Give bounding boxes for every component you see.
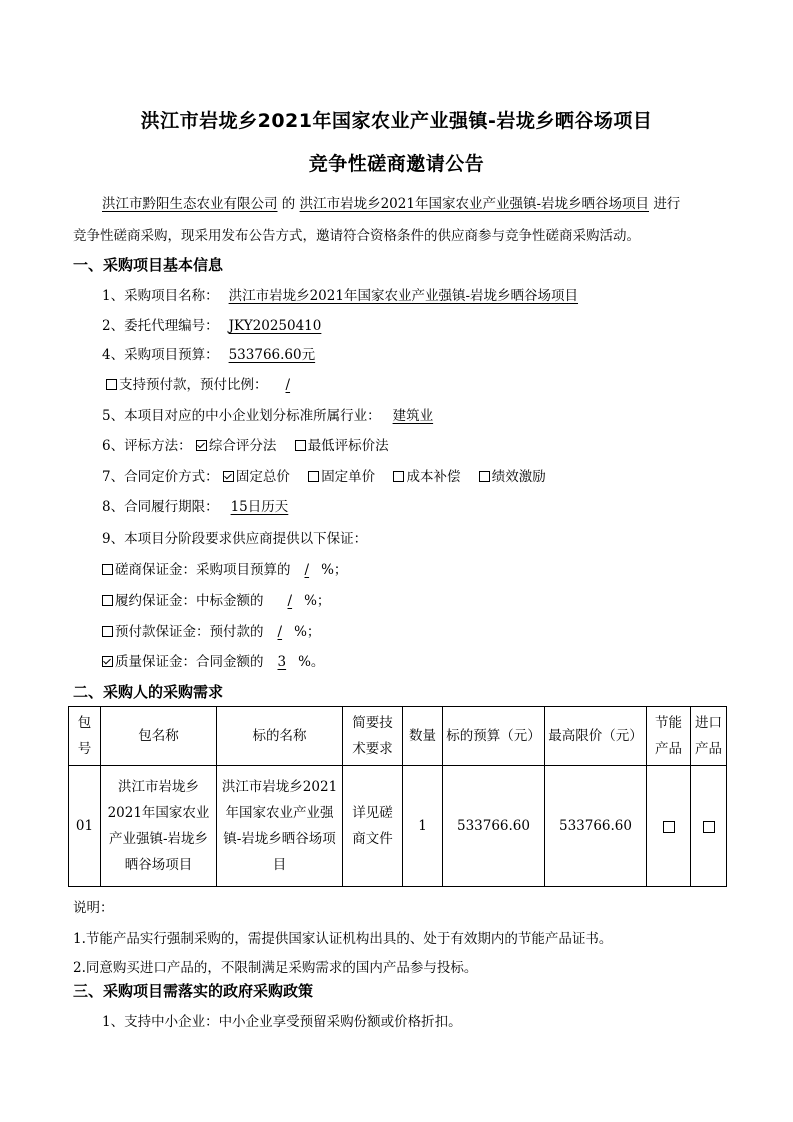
col-header-pkg-no: 包号 — [69, 707, 101, 766]
cost-reimburse-label: 成本补偿 — [406, 469, 461, 485]
cell-energy-saving — [647, 766, 691, 887]
item-1-label: 1、采购项目名称： — [102, 288, 219, 304]
cell-max-price: 533766.60 — [545, 766, 647, 887]
item-1-value: 洪江市岩垅乡2021年国家农业产业强镇-岩垅乡晒谷场项目 — [228, 288, 579, 304]
prepayment-guarantee-label: 预付款保证金：预付款的 — [115, 624, 264, 640]
item-7-label: 7、合同定价方式： — [102, 469, 219, 485]
intro-line-2: 竞争性磋商采购，现采用发布公告方式，邀请符合资格条件的供应商参与竞争性磋商采购活动。 — [73, 228, 640, 244]
bid-guarantee-checkbox[interactable] — [102, 564, 113, 575]
prepay-option — [106, 375, 304, 395]
fixed-unit-checkbox[interactable] — [308, 471, 319, 482]
item-2 — [102, 316, 325, 336]
item-9: 9、本项目分阶段要求供应商提供以下保证： — [102, 531, 368, 547]
item-8 — [102, 497, 298, 517]
prepayment-guarantee-value: / — [277, 624, 283, 640]
cell-budget: 533766.60 — [443, 766, 545, 887]
guarantee-quality — [102, 652, 324, 672]
section-3-heading: 三、采购项目需落实的政府采购政策 — [73, 982, 314, 1000]
intro-jinxing: 进行 — [653, 196, 681, 212]
intro-line-1 — [102, 194, 680, 214]
item-6-label: 6、评标方法： — [102, 438, 192, 454]
item-6 — [102, 436, 389, 456]
item-2-value: JKY20250410 — [228, 318, 322, 334]
prepay-value: / — [285, 377, 291, 393]
item-8-value: 15日历天 — [230, 499, 289, 515]
eval-comprehensive-checkbox[interactable] — [196, 440, 207, 451]
purchaser-name: 洪江市黔阳生态农业有限公司 — [102, 196, 278, 212]
item-5-label: 5、本项目对应的中小企业划分标准所属行业： — [102, 408, 381, 424]
quality-guarantee-checkbox[interactable] — [102, 656, 113, 667]
performance-guarantee-label: 履约保证金：中标金额的 — [115, 593, 264, 609]
section-2-heading: 二、采购人的采购需求 — [73, 683, 224, 701]
eval-lowest-price-label: 最低评标价法 — [307, 438, 389, 454]
performance-incentive-checkbox[interactable] — [479, 471, 490, 482]
bid-guarantee-value: / — [304, 562, 310, 578]
cell-item-name: 洪江市岩垅乡2021年国家农业产业强镇-岩垅乡晒谷场项目 — [217, 766, 343, 887]
col-header-item-name: 标的名称 — [217, 707, 343, 766]
item-5 — [102, 406, 445, 426]
fixed-total-label: 固定总价 — [235, 469, 290, 485]
section-1-heading: 一、采购项目基本信息 — [73, 256, 224, 274]
guarantee-bid — [102, 560, 347, 580]
performance-incentive-label: 绩效激励 — [491, 469, 546, 485]
bid-guarantee-label: 磋商保证金：采购项目预算的 — [115, 562, 291, 578]
item-7 — [102, 467, 546, 487]
title-line-2: 竞争性磋商邀请公告 — [308, 153, 485, 175]
procurement-table — [68, 706, 727, 887]
intro-de: 的 — [281, 196, 296, 212]
eval-comprehensive-label: 综合评分法 — [208, 438, 277, 454]
bid-guarantee-unit: %； — [321, 562, 348, 578]
item-4-value: 533766.60元 — [228, 347, 316, 363]
fixed-unit-label: 固定单价 — [321, 469, 376, 485]
quality-guarantee-value: 3 — [277, 654, 287, 670]
col-header-max-price: 最高限价（元） — [545, 707, 647, 766]
performance-guarantee-checkbox[interactable] — [102, 595, 113, 606]
item-5-value: 建筑业 — [392, 408, 434, 424]
performance-guarantee-unit: %； — [304, 593, 331, 609]
col-header-pkg-name: 包名称 — [101, 707, 217, 766]
col-header-qty: 数量 — [403, 707, 443, 766]
policy-item-1: 1、支持中小企业：中小企业享受预留采购份额或价格折扣。 — [102, 1014, 462, 1030]
note-2: 2.同意购买进口产品的，不限制满足采购需求的国内产品参与投标。 — [73, 960, 478, 976]
prepay-label: 支持预付款，预付比例： — [119, 377, 268, 393]
col-header-imported: 进口产品 — [691, 707, 727, 766]
energy-saving-checkbox[interactable] — [663, 821, 675, 833]
col-header-energy-saving: 节能产品 — [647, 707, 691, 766]
item-4 — [102, 345, 319, 365]
eval-lowest-price-checkbox[interactable] — [295, 440, 306, 451]
fixed-total-checkbox[interactable] — [223, 471, 234, 482]
table-row — [69, 766, 727, 887]
cell-tech: 详见磋商文件 — [343, 766, 403, 887]
imported-checkbox[interactable] — [703, 821, 715, 833]
item-1 — [102, 286, 584, 306]
guarantee-performance — [102, 591, 330, 611]
prepay-checkbox[interactable] — [106, 379, 117, 390]
title-line-1: 洪江市岩垅乡2021年国家农业产业强镇-岩垅乡晒谷场项目 — [140, 110, 653, 132]
prepayment-guarantee-checkbox[interactable] — [102, 626, 113, 637]
prepayment-guarantee-unit: %； — [294, 624, 321, 640]
quality-guarantee-unit: %。 — [298, 654, 325, 670]
cell-pkg-no: 01 — [69, 766, 101, 887]
table-header-row — [69, 707, 727, 766]
cost-reimburse-checkbox[interactable] — [393, 471, 404, 482]
cell-qty: 1 — [403, 766, 443, 887]
item-2-label: 2、委托代理编号： — [102, 318, 219, 334]
quality-guarantee-label: 质量保证金：合同金额的 — [115, 654, 264, 670]
cell-pkg-name: 洪江市岩垅乡2021年国家农业产业强镇-岩垅乡晒谷场项目 — [101, 766, 217, 887]
performance-guarantee-value: / — [287, 593, 293, 609]
guarantee-prepayment — [102, 622, 320, 642]
col-header-tech: 简要技术要求 — [343, 707, 403, 766]
cell-imported — [691, 766, 727, 887]
item-8-label: 8、合同履行期限： — [102, 499, 219, 515]
col-header-budget: 标的预算（元） — [443, 707, 545, 766]
item-4-label: 4、采购项目预算： — [102, 347, 219, 363]
notes-label: 说明： — [73, 900, 114, 916]
note-1: 1.节能产品实行强制采购的，需提供国家认证机构出具的、处于有效期内的节能产品证书。 — [73, 931, 613, 947]
intro-project-name: 洪江市岩垅乡2021年国家农业产业强镇-岩垅乡晒谷场项目 — [299, 196, 650, 212]
